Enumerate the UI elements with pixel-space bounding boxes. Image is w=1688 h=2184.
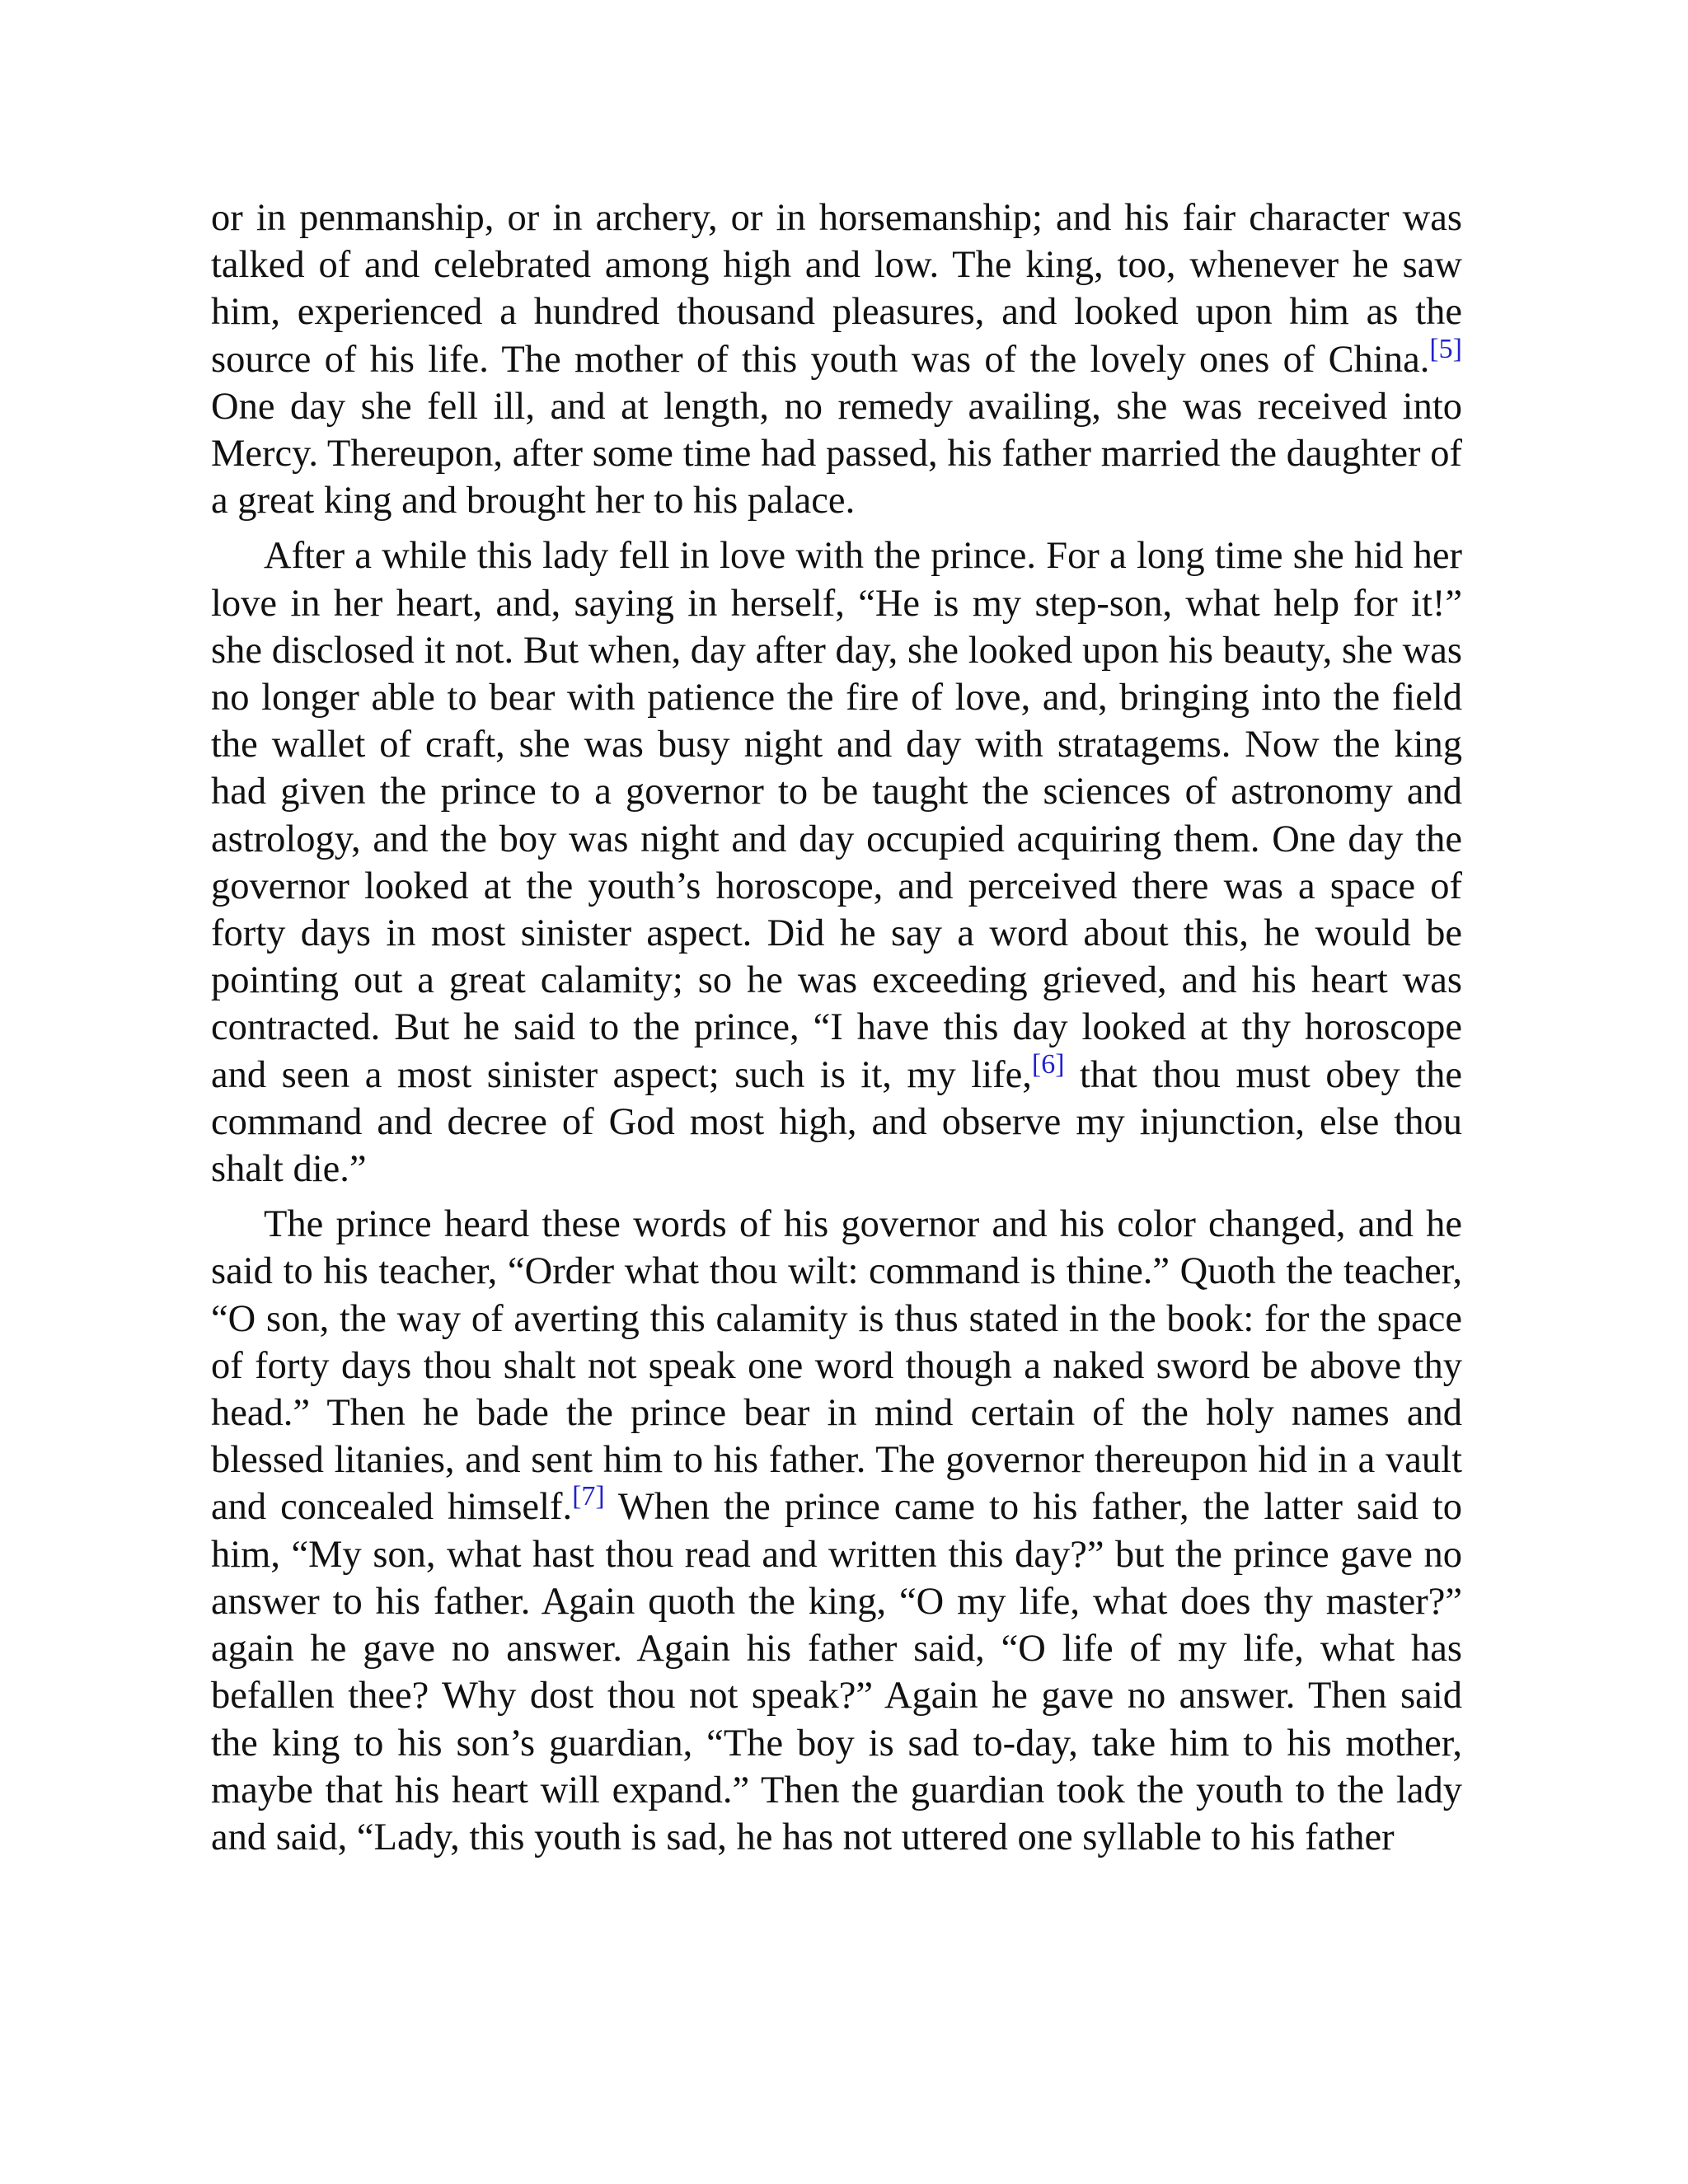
paragraph-2 bbox=[211, 532, 1462, 1193]
paragraph-text: One day she fell ill, and at length, no remedy availing, she was received into Mercy. Thereupon, after some time had passed, his father married the daughter of a great king and brought her to his palace. bbox=[211, 385, 1462, 523]
paragraph-text: that thou must obey the command and decree of God most high, and observe my injunction, else thou shalt die.” bbox=[211, 1053, 1463, 1191]
footnote-link-6[interactable]: [6] bbox=[1031, 1048, 1065, 1080]
book-page bbox=[211, 194, 1462, 1869]
paragraph-text: After a while this lady fell in love with the prince. For a long time she hid her love in her heart, and, saying in herself, “He is my step-son, what help for it!” she disclosed it not. But when, day after day, she looked upon his beauty, she was no longer able to bear with patience the fire of love, and, bringing into the field the wallet of craft, she was busy night and day with stratagems. Now the king had given the prince to a governor to be taught the sciences of astronomy and astrology, and the boy was night and day occupied acquiring them. One day the governor looked at the youth’s horoscope, and perceived there was a space of forty days in most sinister aspect. Did he say a word about this, he would be pointing out a great calamity; so he was exceeding grieved, and his heart was contracted. But he said to the prince, “I have this day looked at thy horoscope and seen a most sinister aspect; such is it, my life, bbox=[211, 535, 1462, 1096]
paragraph-text: The prince heard these words of his governor and his color changed, and he said to his teacher, “Order what thou wilt: command is thine.” Quoth the teacher, “O son, the way of averting this calamity is thus stated in the book: for the space of forty days thou shalt not speak one word though a naked sword be above thy head.” Then he bade the prince bear in mind certain of the holy names and blessed litanies, and sent him to his father. The governor thereupon hid in a vault and concealed himself. bbox=[211, 1203, 1462, 1529]
footnote-link-5[interactable]: [5] bbox=[1429, 333, 1462, 364]
footnote-link-7[interactable]: [7] bbox=[572, 1481, 605, 1512]
paragraph-1 bbox=[211, 194, 1462, 524]
paragraph-text: When the prince came to his father, the latter said to him, “My son, what hast thou read and written this day?” but the prince gave no answer to his father. Again quoth the king, “O my life, what does thy master?” again he gave no answer. Again his father said, “O life of my life, what has befallen thee? Why dost thou not speak?” Again he gave no answer. Then said the king to his son’s guardian, “The boy is sad to-day, take him to his mother, maybe that his heart will expand.” Then the guardian took the youth to the lady and said, “Lady, this youth is sad, he has not uttered one syllable to his father bbox=[211, 1486, 1463, 1858]
paragraph-3 bbox=[211, 1201, 1462, 1861]
paragraph-text: or in penmanship, or in archery, or in horsemanship; and his fair character was talked of and celebrated among high and low. The king, too, whenever he saw him, experienced a hundred thousand pleasures, and looked upon him as the source of his life. The mother of this youth was of the lovely ones of China. bbox=[211, 197, 1462, 381]
